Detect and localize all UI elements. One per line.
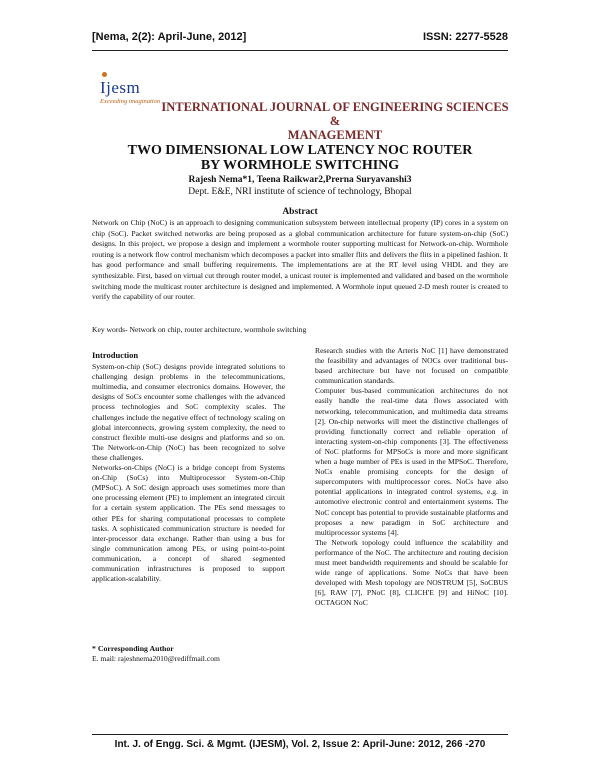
- corresponding-author-email: E. mail: rajeshnema2010@rediffmail.com: [92, 654, 220, 663]
- journal-name-line1: INTERNATIONAL JOURNAL OF ENGINEERING SCIENCES: [161, 100, 509, 114]
- right-column: [315, 346, 508, 608]
- journal-name: [140, 100, 530, 142]
- header-citation: [Nema, 2(2): April-June, 2012]: [92, 31, 247, 43]
- corresponding-author-label: * Corresponding Author: [92, 644, 174, 653]
- paper-title: [100, 143, 500, 173]
- right-paragraph-1: Research studies with the Arteris NoC [1] have demonstrated the feasibility and advantages of NOCs over traditional bus-based architecture but have not focused on compatible communication standards.: [315, 346, 508, 386]
- intro-paragraph-1: System-on-chip (SoC) designs provide integrated solutions to challenging design problems in the telecommunications, multimedia, and consumer electronics domains. However, the designs of SoCs encounter some challenges with the advanced process technologies and SoC complexity scales. The challenges include the negative effect of technology scaling on global interconnects, growing system complexity, the need to construct flexible multi-use designs and platforms and so on. The Network-on-Chip (NoC) has been recognized to solve these challenges.: [92, 362, 285, 462]
- corresponding-author: [92, 644, 285, 664]
- logo-dot-icon: [102, 72, 107, 77]
- left-column: [92, 346, 285, 584]
- page-footer: Int. J. of Engg. Sci. & Mgmt. (IJESM), Vol. 2, Issue 2: April-June: 2012, 266 -270: [114, 739, 486, 750]
- abstract-text: Network on Chip (NoC) is an approach to designing communication subsystem between intellectual property (IP) cores in a system on chip (SoC). Packet switched networks are being proposed as a global communication architecture for future system-on-chip (SoC) designs. In this project, we propose a design and implement a wormhole router supporting multicast for Network-on-chip. Wormhole routing is a network flow control mechanism which decomposes a packet into smaller flits and delivers the flits in a pipelined fashion. It has good performance and small buffering requirements. The implementations are at the RT level using VHDL and they are synthesizable. First, based on virtual cut through router model, a unicast router is implemented and validated and based on the wormhole switching mode the multicast router architecture is designed and implemented. A Wormhole input queued 2-D mesh router is created to verify the capability of our router.: [92, 218, 508, 302]
- header-issn: ISSN: 2277-5528: [423, 31, 508, 43]
- right-paragraph-2: Computer bus-based communication architectures do not easily handle the real-time data flows associated with networking, telecommunication, and multimedia data streams [2]. On-chip networks will meet the distinctive challenges of providing functionally correct and reliable operation of interacting system-on-chip components [3]. The effectiveness of NoC platforms for MPSoCs is more and more significant when a huge number of PEs is used in the MPSoC. Therefore, NoCs enable promising concepts for the design of supercomputers with multiprocessor cores. NoCs have also potential applications in integrated control systems, e.g. in automotive electronic control and entertainment systems. The NoC concept has potential to provide sustainable platforms and proposes a new paradigm in SoC architecture and multiprocessor systems [4].: [315, 386, 508, 537]
- journal-name-line3: MANAGEMENT: [287, 128, 383, 142]
- keywords: Key words- Network on chip, router architecture, wormhole switching: [92, 325, 307, 334]
- paper-title-line1: TWO DIMENSIONAL LOW LATENCY NOC ROUTER: [127, 143, 473, 158]
- paper-affiliation: Dept. E&E, NRI institute of science of technology, Bhopal: [188, 187, 412, 197]
- intro-paragraph-2: Networks-on-Chips (NoC) is a bridge concept from Systems on-Chip (SoCs) into Multiprocessor System-on-Chip (MPSoC). A SoC design approach uses sometimes more than one processing element (PE) to implement an integrated circuit for a certain system application. The PEs send messages to other PEs for sharing computational processes to complete tasks. A sophisticated communication structure is needed for inter-processor data exchange. Rather than using a bus for single communication among PEs, or using point-to-point communication, a concept of shared segmented communication infrastructures is proposed to support application-scalability.: [92, 463, 285, 584]
- paper-title-line2: BY WORMHOLE SWITCHING: [200, 158, 400, 173]
- logo-tagline: Exceeding imagination: [100, 98, 161, 105]
- right-paragraph-3: The Network topology could influence the scalability and performance of the NoC. The architecture and routing decision must meet bandwidth requirements and should be scalable for wide range of applications. Some NoCs that have been developed with Mesh topology are NOSTRUM [5], SoCBUS [6], RAW [7], PNoC [8], CLICH'E [9] and HiNoC [10]. OCTAGON NoC: [315, 537, 508, 608]
- section-heading-introduction: Introduction: [92, 350, 139, 360]
- logo-wordmark: Ijesm: [100, 78, 141, 97]
- journal-name-line2: &: [329, 114, 341, 128]
- running-header: [92, 31, 508, 47]
- paper-authors: Rajesh Nema*1, Teena Raikwar2,Prerna Suryavanshi3: [188, 175, 412, 185]
- footer-rule: [92, 734, 508, 735]
- abstract-heading: Abstract: [282, 207, 318, 217]
- header-rule: [92, 50, 508, 51]
